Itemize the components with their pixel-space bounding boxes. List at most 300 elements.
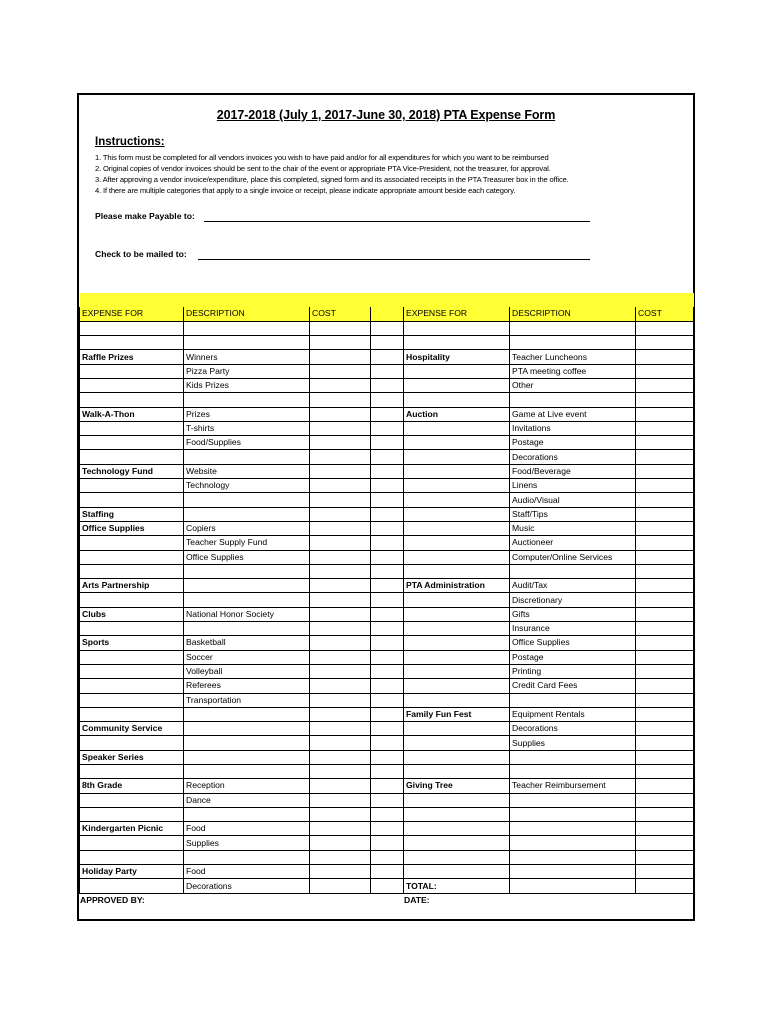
spacer-cell bbox=[371, 650, 404, 664]
table-row bbox=[80, 707, 694, 721]
expense-category-cell bbox=[80, 364, 184, 378]
cost-cell[interactable] bbox=[636, 579, 694, 593]
cost-cell[interactable] bbox=[636, 507, 694, 521]
expense-category-cell bbox=[404, 664, 510, 678]
cost-cell[interactable] bbox=[310, 607, 371, 621]
spacer-cell bbox=[371, 779, 404, 793]
column-header: COST bbox=[636, 307, 694, 321]
cost-cell[interactable] bbox=[310, 378, 371, 392]
description-cell bbox=[510, 564, 636, 578]
spacer-cell bbox=[371, 793, 404, 807]
column-header: COST bbox=[310, 307, 371, 321]
description-cell bbox=[184, 722, 310, 736]
spacer-cell bbox=[371, 607, 404, 621]
column-header: DESCRIPTION bbox=[184, 307, 310, 321]
description-cell bbox=[184, 622, 310, 636]
cost-cell[interactable] bbox=[310, 436, 371, 450]
cost-cell[interactable] bbox=[636, 550, 694, 564]
cost-cell[interactable] bbox=[636, 765, 694, 779]
instruction-line: 4. If there are multiple categories that apply to a single invoice or receipt, please indicate appropriate amount beside each category. bbox=[95, 186, 516, 195]
instruction-line: 3. After approving a vendor invoice/expenditure, place this completed, signed form and its associated receipts in the PTA Treasurer box in the office. bbox=[95, 175, 569, 184]
table-row bbox=[80, 693, 694, 707]
cost-cell[interactable] bbox=[310, 650, 371, 664]
expense-category-cell bbox=[80, 679, 184, 693]
cost-cell[interactable] bbox=[636, 564, 694, 578]
table-row bbox=[80, 836, 694, 850]
description-cell: Equipment Rentals bbox=[510, 707, 636, 721]
expense-category-cell bbox=[80, 493, 184, 507]
cost-cell[interactable] bbox=[636, 750, 694, 764]
table-row bbox=[80, 507, 694, 521]
cost-cell[interactable] bbox=[636, 421, 694, 435]
expense-category-cell bbox=[404, 593, 510, 607]
expense-category-cell bbox=[404, 321, 510, 335]
cost-cell[interactable] bbox=[310, 793, 371, 807]
expense-category-cell bbox=[404, 450, 510, 464]
description-cell: Office Supplies bbox=[510, 636, 636, 650]
table-row bbox=[80, 879, 694, 893]
description-cell: Volleyball bbox=[184, 664, 310, 678]
payable-field[interactable] bbox=[204, 221, 590, 222]
expense-category-cell bbox=[404, 679, 510, 693]
expense-category-cell bbox=[404, 421, 510, 435]
description-cell bbox=[184, 765, 310, 779]
expense-category-cell bbox=[404, 479, 510, 493]
cost-cell[interactable] bbox=[310, 622, 371, 636]
description-cell: Food/Supplies bbox=[184, 436, 310, 450]
description-cell: Dance bbox=[184, 793, 310, 807]
cost-cell[interactable] bbox=[310, 350, 371, 364]
spacer-cell bbox=[371, 807, 404, 821]
description-cell bbox=[184, 564, 310, 578]
expense-category-cell: Giving Tree bbox=[404, 779, 510, 793]
expense-category-cell bbox=[80, 378, 184, 392]
description-cell bbox=[184, 336, 310, 350]
table-row bbox=[80, 378, 694, 392]
instructions-heading: Instructions: bbox=[95, 136, 165, 148]
table-row bbox=[80, 350, 694, 364]
table-row bbox=[80, 679, 694, 693]
column-header bbox=[371, 307, 404, 321]
table-row bbox=[80, 822, 694, 836]
description-cell: Printing bbox=[510, 664, 636, 678]
description-cell: Credit Card Fees bbox=[510, 679, 636, 693]
expense-category-cell bbox=[404, 436, 510, 450]
description-cell: Food bbox=[184, 865, 310, 879]
expense-category-cell: TOTAL: bbox=[404, 879, 510, 893]
cost-cell[interactable] bbox=[310, 722, 371, 736]
spacer-cell bbox=[371, 407, 404, 421]
expense-category-cell: Office Supplies bbox=[80, 521, 184, 535]
table-row bbox=[80, 722, 694, 736]
description-cell: Referees bbox=[184, 679, 310, 693]
description-cell bbox=[510, 850, 636, 864]
cost-cell[interactable] bbox=[636, 607, 694, 621]
table-row bbox=[80, 865, 694, 879]
spacer-cell bbox=[371, 736, 404, 750]
description-cell bbox=[184, 736, 310, 750]
table-row bbox=[80, 436, 694, 450]
cost-cell[interactable] bbox=[636, 536, 694, 550]
expense-category-cell bbox=[404, 493, 510, 507]
expense-category-cell bbox=[80, 450, 184, 464]
description-cell: Decorations bbox=[184, 879, 310, 893]
expense-category-cell bbox=[80, 321, 184, 335]
column-header: EXPENSE FOR bbox=[404, 307, 510, 321]
description-cell bbox=[510, 336, 636, 350]
cost-cell[interactable] bbox=[636, 321, 694, 335]
cost-cell[interactable] bbox=[310, 336, 371, 350]
description-cell bbox=[510, 836, 636, 850]
cost-cell[interactable] bbox=[310, 493, 371, 507]
description-cell: Supplies bbox=[184, 836, 310, 850]
description-cell: Staff/Tips bbox=[510, 507, 636, 521]
description-cell: Decorations bbox=[510, 450, 636, 464]
spacer-cell bbox=[371, 378, 404, 392]
expense-category-cell: PTA Administration bbox=[404, 579, 510, 593]
expense-category-cell bbox=[404, 378, 510, 392]
spacer-cell bbox=[371, 450, 404, 464]
description-cell: Gifts bbox=[510, 607, 636, 621]
spacer-cell bbox=[371, 364, 404, 378]
cost-cell[interactable] bbox=[310, 321, 371, 335]
description-cell: Food/Beverage bbox=[510, 464, 636, 478]
spacer-cell bbox=[371, 507, 404, 521]
expense-category-cell bbox=[80, 693, 184, 707]
table-row bbox=[80, 850, 694, 864]
cost-cell[interactable] bbox=[636, 736, 694, 750]
description-cell: Office Supplies bbox=[184, 550, 310, 564]
table-header-row bbox=[80, 307, 694, 321]
spacer-cell bbox=[371, 521, 404, 535]
description-cell: Invitations bbox=[510, 421, 636, 435]
spacer-cell bbox=[371, 865, 404, 879]
table-row bbox=[80, 593, 694, 607]
description-cell: Insurance bbox=[510, 622, 636, 636]
table-row bbox=[80, 479, 694, 493]
spacer-cell bbox=[371, 765, 404, 779]
expense-category-cell bbox=[80, 650, 184, 664]
header-band-cell bbox=[80, 293, 694, 307]
description-cell bbox=[184, 593, 310, 607]
cost-cell[interactable] bbox=[310, 779, 371, 793]
expense-category-cell: Community Service bbox=[80, 722, 184, 736]
cost-cell[interactable] bbox=[636, 493, 694, 507]
table-row bbox=[80, 750, 694, 764]
expense-category-cell bbox=[80, 393, 184, 407]
cost-cell[interactable] bbox=[636, 664, 694, 678]
cost-cell[interactable] bbox=[310, 564, 371, 578]
description-cell bbox=[510, 393, 636, 407]
spacer-cell bbox=[371, 493, 404, 507]
spacer-cell bbox=[371, 622, 404, 636]
description-cell: Teacher Reimbursement bbox=[510, 779, 636, 793]
cost-cell[interactable] bbox=[636, 593, 694, 607]
expense-category-cell bbox=[80, 479, 184, 493]
description-cell bbox=[510, 793, 636, 807]
cost-cell[interactable] bbox=[636, 807, 694, 821]
expense-category-cell bbox=[80, 736, 184, 750]
expense-category-cell bbox=[80, 850, 184, 864]
expense-category-cell bbox=[404, 865, 510, 879]
cost-cell[interactable] bbox=[310, 865, 371, 879]
expense-category-cell bbox=[404, 636, 510, 650]
cost-cell[interactable] bbox=[636, 793, 694, 807]
table-row bbox=[80, 779, 694, 793]
expense-category-cell bbox=[404, 393, 510, 407]
description-cell bbox=[510, 693, 636, 707]
expense-category-cell: Walk-A-Thon bbox=[80, 407, 184, 421]
payable-label: Please make Payable to: bbox=[95, 211, 195, 221]
cost-cell[interactable] bbox=[310, 636, 371, 650]
expense-table-area bbox=[79, 293, 693, 894]
expense-category-cell bbox=[404, 850, 510, 864]
cost-cell[interactable] bbox=[310, 579, 371, 593]
description-cell: Decorations bbox=[510, 722, 636, 736]
cost-cell[interactable] bbox=[310, 807, 371, 821]
description-cell: Supplies bbox=[510, 736, 636, 750]
cost-cell[interactable] bbox=[636, 450, 694, 464]
table-row bbox=[80, 650, 694, 664]
cost-cell[interactable] bbox=[636, 707, 694, 721]
spacer-cell bbox=[371, 536, 404, 550]
date-label: DATE: bbox=[404, 895, 430, 905]
description-cell bbox=[184, 750, 310, 764]
cost-cell[interactable] bbox=[310, 822, 371, 836]
table-row bbox=[80, 393, 694, 407]
description-cell: Postage bbox=[510, 650, 636, 664]
expense-category-cell bbox=[80, 550, 184, 564]
cost-cell[interactable] bbox=[636, 636, 694, 650]
expense-category-cell bbox=[404, 507, 510, 521]
spacer-cell bbox=[371, 436, 404, 450]
expense-category-cell: Speaker Series bbox=[80, 750, 184, 764]
spacer-cell bbox=[371, 564, 404, 578]
expense-category-cell: Kindergarten Picnic bbox=[80, 822, 184, 836]
description-cell: Computer/Online Services bbox=[510, 550, 636, 564]
cost-cell[interactable] bbox=[310, 693, 371, 707]
spacer-cell bbox=[371, 850, 404, 864]
expense-category-cell bbox=[80, 664, 184, 678]
cost-cell[interactable] bbox=[310, 679, 371, 693]
table-row bbox=[80, 807, 694, 821]
expense-category-cell bbox=[80, 336, 184, 350]
description-cell: Teacher Luncheons bbox=[510, 350, 636, 364]
description-cell bbox=[184, 507, 310, 521]
cost-cell[interactable] bbox=[310, 393, 371, 407]
table-row bbox=[80, 607, 694, 621]
cost-cell[interactable] bbox=[636, 436, 694, 450]
spacer-cell bbox=[371, 479, 404, 493]
mailed-field[interactable] bbox=[198, 259, 590, 260]
cost-cell[interactable] bbox=[636, 836, 694, 850]
expense-category-cell: Holiday Party bbox=[80, 865, 184, 879]
expense-category-cell bbox=[80, 564, 184, 578]
description-cell: Technology bbox=[184, 479, 310, 493]
description-cell bbox=[510, 750, 636, 764]
description-cell bbox=[184, 321, 310, 335]
spacer-cell bbox=[371, 879, 404, 893]
description-cell bbox=[184, 393, 310, 407]
cost-cell[interactable] bbox=[636, 693, 694, 707]
table-row bbox=[80, 407, 694, 421]
cost-cell[interactable] bbox=[310, 507, 371, 521]
expense-category-cell bbox=[404, 550, 510, 564]
cost-cell[interactable] bbox=[636, 622, 694, 636]
description-cell: Audit/Tax bbox=[510, 579, 636, 593]
cost-cell[interactable] bbox=[636, 393, 694, 407]
expense-category-cell bbox=[404, 622, 510, 636]
table-row bbox=[80, 493, 694, 507]
expense-category-cell: Family Fun Fest bbox=[404, 707, 510, 721]
description-cell: Linens bbox=[510, 479, 636, 493]
cost-cell[interactable] bbox=[310, 421, 371, 435]
spacer-cell bbox=[371, 550, 404, 564]
form-title: 2017-2018 (July 1, 2017-June 30, 2018) PTA Expense Form bbox=[216, 108, 556, 122]
description-cell bbox=[510, 865, 636, 879]
description-cell bbox=[184, 450, 310, 464]
description-cell: Food bbox=[184, 822, 310, 836]
cost-cell[interactable] bbox=[636, 650, 694, 664]
description-cell: Soccer bbox=[184, 650, 310, 664]
mailed-label: Check to be mailed to: bbox=[95, 249, 187, 259]
expense-category-cell bbox=[80, 879, 184, 893]
cost-cell[interactable] bbox=[636, 521, 694, 535]
spacer-cell bbox=[371, 393, 404, 407]
expense-category-cell bbox=[80, 793, 184, 807]
expense-category-cell bbox=[404, 822, 510, 836]
expense-category-cell bbox=[80, 765, 184, 779]
spacer-cell bbox=[371, 636, 404, 650]
table-row bbox=[80, 622, 694, 636]
expense-category-cell bbox=[404, 765, 510, 779]
table-row bbox=[80, 421, 694, 435]
column-header: EXPENSE FOR bbox=[80, 307, 184, 321]
description-cell bbox=[510, 822, 636, 836]
spacer-cell bbox=[371, 579, 404, 593]
expense-category-cell bbox=[80, 707, 184, 721]
cost-cell[interactable] bbox=[636, 378, 694, 392]
spacer-cell bbox=[371, 350, 404, 364]
expense-category-cell bbox=[80, 807, 184, 821]
cost-cell[interactable] bbox=[636, 850, 694, 864]
description-cell: Discretionary bbox=[510, 593, 636, 607]
cost-cell[interactable] bbox=[636, 479, 694, 493]
cost-cell[interactable] bbox=[310, 707, 371, 721]
table-row bbox=[80, 664, 694, 678]
expense-category-cell: Clubs bbox=[80, 607, 184, 621]
cost-cell[interactable] bbox=[310, 593, 371, 607]
spacer-cell bbox=[371, 464, 404, 478]
description-cell: Transportation bbox=[184, 693, 310, 707]
cost-cell[interactable] bbox=[636, 407, 694, 421]
description-cell bbox=[510, 879, 636, 893]
table-row bbox=[80, 736, 694, 750]
expense-category-cell bbox=[404, 793, 510, 807]
description-cell bbox=[510, 807, 636, 821]
cost-cell[interactable] bbox=[310, 536, 371, 550]
cost-cell[interactable] bbox=[310, 464, 371, 478]
expense-category-cell bbox=[404, 536, 510, 550]
description-cell bbox=[184, 493, 310, 507]
description-cell: Auctioneer bbox=[510, 536, 636, 550]
cost-cell[interactable] bbox=[310, 765, 371, 779]
description-cell bbox=[184, 807, 310, 821]
table-row bbox=[80, 564, 694, 578]
cost-cell[interactable] bbox=[310, 550, 371, 564]
expense-category-cell bbox=[404, 464, 510, 478]
cost-cell[interactable] bbox=[310, 364, 371, 378]
spacer-cell bbox=[371, 750, 404, 764]
cost-cell[interactable] bbox=[310, 664, 371, 678]
expense-category-cell bbox=[80, 836, 184, 850]
expense-category-cell bbox=[404, 650, 510, 664]
cost-cell[interactable] bbox=[310, 521, 371, 535]
spacer-cell bbox=[371, 693, 404, 707]
expense-table bbox=[79, 293, 694, 894]
cost-cell[interactable] bbox=[636, 464, 694, 478]
table-row bbox=[80, 321, 694, 335]
description-cell: Basketball bbox=[184, 636, 310, 650]
description-cell: Audio/Visual bbox=[510, 493, 636, 507]
expense-category-cell bbox=[80, 622, 184, 636]
cost-cell[interactable] bbox=[310, 450, 371, 464]
spacer-cell bbox=[371, 421, 404, 435]
description-cell: Game at Live event bbox=[510, 407, 636, 421]
expense-category-cell bbox=[404, 836, 510, 850]
cost-cell[interactable] bbox=[310, 850, 371, 864]
spacer-cell bbox=[371, 707, 404, 721]
cost-cell[interactable] bbox=[636, 336, 694, 350]
cost-cell[interactable] bbox=[636, 865, 694, 879]
expense-category-cell bbox=[404, 693, 510, 707]
cost-cell[interactable] bbox=[636, 722, 694, 736]
description-cell: Prizes bbox=[184, 407, 310, 421]
instruction-line: 1. This form must be completed for all vendors invoices you wish to have paid and/or for all expenditures for which you want to be reimbursed bbox=[95, 153, 549, 162]
header-band bbox=[80, 293, 694, 307]
expense-category-cell bbox=[404, 722, 510, 736]
cost-cell[interactable] bbox=[636, 822, 694, 836]
spacer-cell bbox=[371, 822, 404, 836]
table-row bbox=[80, 636, 694, 650]
cost-cell[interactable] bbox=[310, 479, 371, 493]
cost-cell[interactable] bbox=[636, 364, 694, 378]
cost-cell[interactable] bbox=[310, 736, 371, 750]
cost-cell[interactable] bbox=[310, 407, 371, 421]
table-row bbox=[80, 793, 694, 807]
cost-cell[interactable] bbox=[310, 879, 371, 893]
description-cell: Other bbox=[510, 378, 636, 392]
description-cell: Teacher Supply Fund bbox=[184, 536, 310, 550]
expense-category-cell: Raffle Prizes bbox=[80, 350, 184, 364]
cost-cell[interactable] bbox=[636, 350, 694, 364]
expense-category-cell: 8th Grade bbox=[80, 779, 184, 793]
description-cell: Copiers bbox=[184, 521, 310, 535]
cost-cell[interactable] bbox=[310, 750, 371, 764]
description-cell: National Honor Society bbox=[184, 607, 310, 621]
description-cell bbox=[184, 850, 310, 864]
expense-category-cell bbox=[404, 807, 510, 821]
cost-cell[interactable] bbox=[310, 836, 371, 850]
description-cell: T-shirts bbox=[184, 421, 310, 435]
cost-cell[interactable] bbox=[636, 779, 694, 793]
description-cell bbox=[510, 765, 636, 779]
cost-cell[interactable] bbox=[636, 879, 694, 893]
expense-category-cell: Hospitality bbox=[404, 350, 510, 364]
table-row bbox=[80, 450, 694, 464]
expense-category-cell bbox=[80, 436, 184, 450]
cost-cell[interactable] bbox=[636, 679, 694, 693]
